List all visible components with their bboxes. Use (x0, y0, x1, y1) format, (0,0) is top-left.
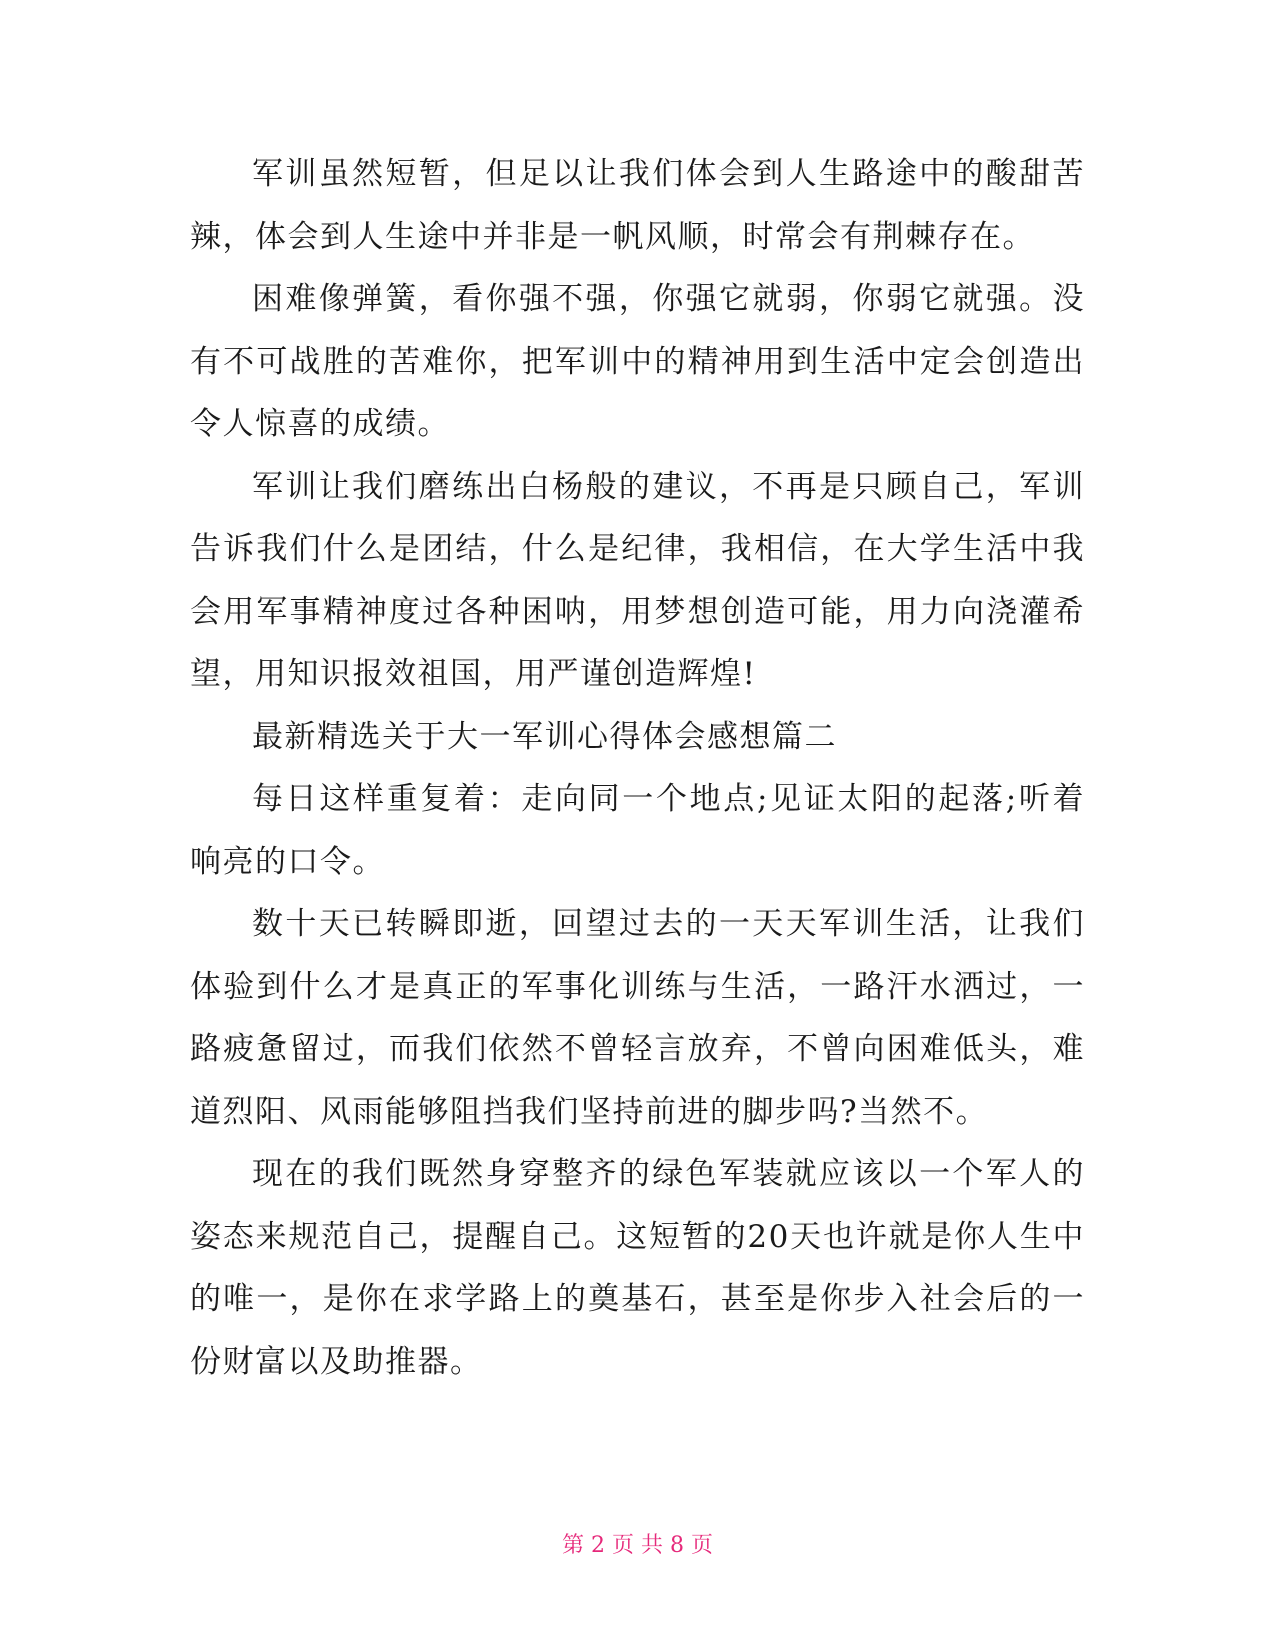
page-number: 第 2 页 共 8 页 (562, 1533, 713, 1558)
paragraph: 每日这样重复着：走向同一个地点;见证太阳的起落;听着响亮的口令。 (190, 781, 1085, 880)
paragraph: 数十天已转瞬即逝，回望过去的一天天军训生活，让我们体验到什么才是真正的军事化训练与生活，一路汗水洒过，一路疲惫留过，而我们依然不曾轻言放弃，不曾向困难低头，难道烈阳、风雨能够阻挡我们坚持前进的脚步吗?当然不。 (190, 906, 1085, 1130)
page-footer (0, 1528, 1275, 1559)
section-heading: 最新精选关于大一军训心得体会感想篇二 (252, 718, 837, 755)
paragraph: 现在的我们既然身穿整齐的绿色军装就应该以一个军人的姿态来规范自己，提醒自己。这短暂的20天也许就是你人生中的唯一，是你在求学路上的奠基石，甚至是你步入社会后的一份财富以及助推器。 (190, 1156, 1085, 1380)
paragraph: 困难像弹簧，看你强不强，你强它就弱，你弱它就强。没有不可战胜的苦难你，把军训中的精神用到生活中定会创造出令人惊喜的成绩。 (190, 281, 1085, 442)
paragraph: 军训虽然短暂，但足以让我们体会到人生路途中的酸甜苦辣，体会到人生途中并非是一帆风顺，时常会有荆棘存在。 (190, 156, 1085, 255)
paragraph: 军训让我们磨练出白杨般的建议，不再是只顾自己，军训告诉我们什么是团结，什么是纪律，我相信，在大学生活中我会用军事精神度过各种困呐，用梦想创造可能，用力向浇灌希望，用知识报效祖国，用严谨创造辉煌! (190, 468, 1085, 692)
document-body (190, 143, 1085, 1393)
